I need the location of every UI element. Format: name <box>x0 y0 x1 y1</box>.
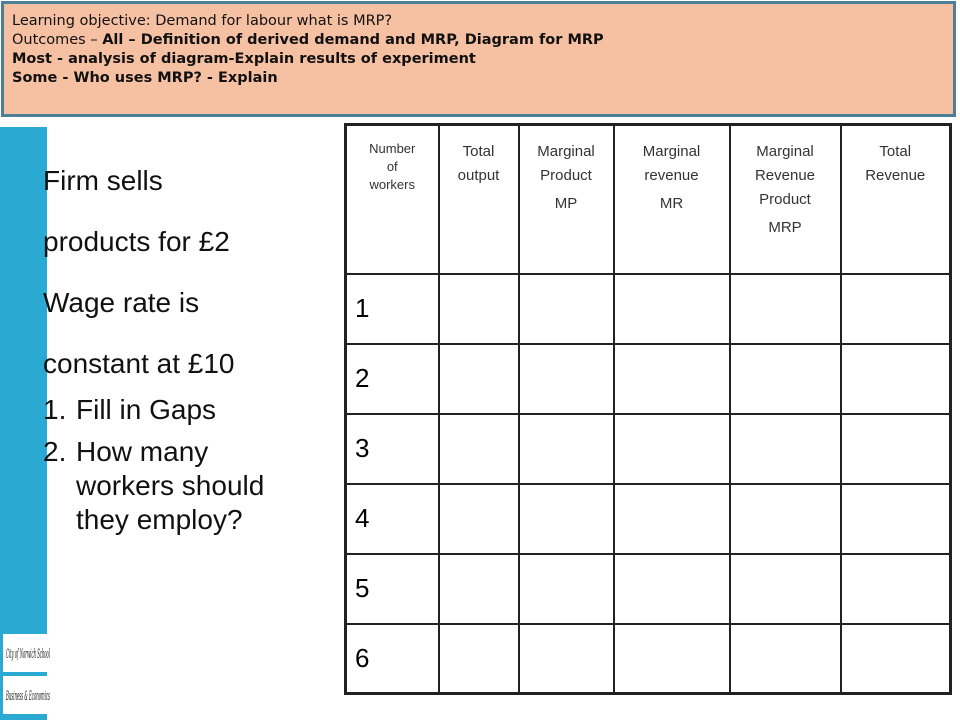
header-total-revenue <box>841 125 951 274</box>
blank-cell[interactable] <box>841 344 951 414</box>
header-line: Marginal Product <box>537 143 595 184</box>
blank-cell[interactable] <box>841 274 951 344</box>
header-line: Marginal Revenue Product <box>754 143 816 208</box>
price-line-2: products for £2 <box>43 226 230 257</box>
wage-line-2: constant at £10 <box>43 348 235 379</box>
outcomes-some: Some - Who uses MRP? - Explain <box>12 70 278 86</box>
table-row <box>346 344 951 414</box>
table-row <box>346 554 951 624</box>
outcomes-most: Most - analysis of diagram-Explain results of experiment <box>12 51 476 67</box>
outcomes-lead: Outcomes – <box>12 32 103 48</box>
blank-cell[interactable] <box>439 554 519 624</box>
blank-cell[interactable] <box>519 624 614 694</box>
outcomes-text <box>12 31 945 50</box>
header-marginal-product <box>519 125 614 274</box>
blank-cell[interactable] <box>841 484 951 554</box>
blank-cell[interactable] <box>730 344 841 414</box>
workers-cell: 3 <box>346 414 439 484</box>
blank-cell[interactable] <box>614 484 730 554</box>
header-line: Total <box>462 143 495 160</box>
task-list <box>43 393 333 537</box>
price-line-1: Firm sells <box>43 165 163 196</box>
header-line: of <box>386 159 398 174</box>
task-text: Fill in Gaps <box>76 394 217 425</box>
table-row <box>346 624 951 694</box>
outcomes-all: All – Definition of derived demand and MRP, Diagram for MRP <box>102 32 604 48</box>
blank-cell[interactable] <box>519 484 614 554</box>
wage-line-1: Wage rate is <box>43 287 200 318</box>
blank-cell[interactable] <box>439 274 519 344</box>
task-number: 2. <box>43 436 67 467</box>
blank-cell[interactable] <box>439 624 519 694</box>
header-total-output <box>439 125 519 274</box>
task-number: 1. <box>43 394 67 425</box>
blank-cell[interactable] <box>614 624 730 694</box>
task-text: How many workers should they employ? <box>76 436 265 535</box>
blank-cell[interactable] <box>439 484 519 554</box>
header-line: MR <box>659 195 684 212</box>
header-line: Total Revenue <box>865 143 926 184</box>
blank-cell[interactable] <box>519 554 614 624</box>
header-number-of-workers <box>346 125 439 274</box>
blank-cell[interactable] <box>439 414 519 484</box>
workers-cell: 6 <box>346 624 439 694</box>
table-row <box>346 484 951 554</box>
school-logo <box>0 628 54 718</box>
objective-text: Learning objective: Demand for labour what is MRP? <box>12 13 393 29</box>
header-mrp <box>730 125 841 274</box>
task-item <box>43 435 276 537</box>
blank-cell[interactable] <box>730 624 841 694</box>
workers-cell: 2 <box>346 344 439 414</box>
header-marginal-revenue <box>614 125 730 274</box>
workers-cell: 4 <box>346 484 439 554</box>
blank-cell[interactable] <box>614 274 730 344</box>
task-instructions <box>43 165 333 545</box>
logo-line-1: City of Norwich School <box>6 647 50 662</box>
blank-cell[interactable] <box>614 554 730 624</box>
blank-cell[interactable] <box>730 274 841 344</box>
blank-cell[interactable] <box>730 414 841 484</box>
blank-cell[interactable] <box>439 344 519 414</box>
learning-objective-banner <box>1 1 956 117</box>
header-row <box>346 125 951 274</box>
header-line: Marginal revenue <box>642 143 701 184</box>
header-line: workers <box>369 177 415 192</box>
header-line: MRP <box>768 219 802 236</box>
blank-cell[interactable] <box>730 484 841 554</box>
header-line: Number <box>369 141 416 156</box>
task-item <box>43 393 333 427</box>
blank-cell[interactable] <box>841 414 951 484</box>
blank-cell[interactable] <box>519 344 614 414</box>
logo-line-2: Business & Economics <box>5 689 51 704</box>
header-line: output <box>457 167 500 184</box>
workers-cell: 5 <box>346 554 439 624</box>
blank-cell[interactable] <box>519 274 614 344</box>
blank-cell[interactable] <box>519 414 614 484</box>
table-row <box>346 414 951 484</box>
workers-cell: 1 <box>346 274 439 344</box>
blank-cell[interactable] <box>841 554 951 624</box>
header-line: MP <box>554 195 578 212</box>
mrp-table <box>344 123 952 695</box>
blank-cell[interactable] <box>614 344 730 414</box>
blank-cell[interactable] <box>614 414 730 484</box>
blank-cell[interactable] <box>841 624 951 694</box>
blank-cell[interactable] <box>730 554 841 624</box>
table-row <box>346 274 951 344</box>
